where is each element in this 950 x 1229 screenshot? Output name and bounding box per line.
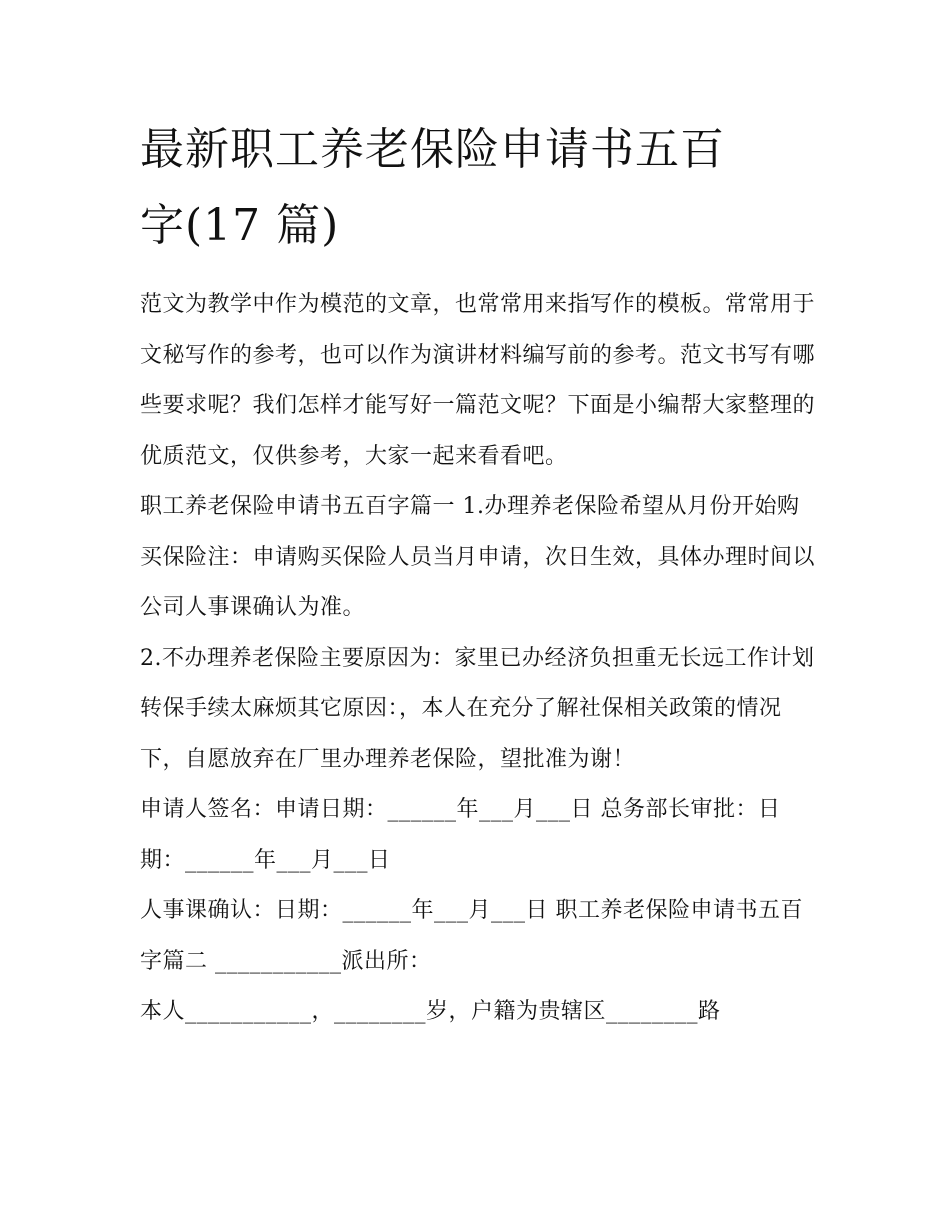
reason-paragraph: 2.不办理养老保险主要原因为：家里已办经济负担重无长远工作计划转保手续太麻烦其它原因：，本人在充分了解社保相关政策的情况下，自愿放弃在厂里办理养老保险，望批准为谢！ <box>140 645 815 772</box>
signature-paragraph: 申请人签名：申请日期：______年___月___日 总务部长审批：日期：______年___月___日 <box>140 797 781 873</box>
intro-paragraph: 范文为教学中作为模范的文章，也常常用来指写作的模板。常常用于文秘写作的参考，也可以作为演讲材料编写前的参考。范文书写有哪些要求呢？我们怎样才能写好一篇范文呢？下面是小编帮大家整理的优质范文，仅供参考，大家一起来看看吧。 <box>140 292 816 469</box>
applicant-paragraph: 本人___________，________岁，户籍为贵辖区________路 <box>140 999 721 1024</box>
title-line-2: 字(17 篇) <box>140 200 340 251</box>
document-body <box>140 280 820 1038</box>
hr-confirm-paragraph: 人事课确认：日期：______年___月___日 职工养老保险申请书五百字篇二 ___________派出所： <box>140 898 803 974</box>
section-one-paragraph: 职工养老保险申请书五百字篇一 1.办理养老保险希望从月份开始购买保险注：申请购买保险人员当月申请，次日生效，具体办理时间以公司人事课确认为准。 <box>140 494 816 620</box>
document-title <box>140 112 820 264</box>
document-page <box>140 112 820 1038</box>
title-line-1: 最新职工养老保险申请书五百 <box>140 124 725 175</box>
